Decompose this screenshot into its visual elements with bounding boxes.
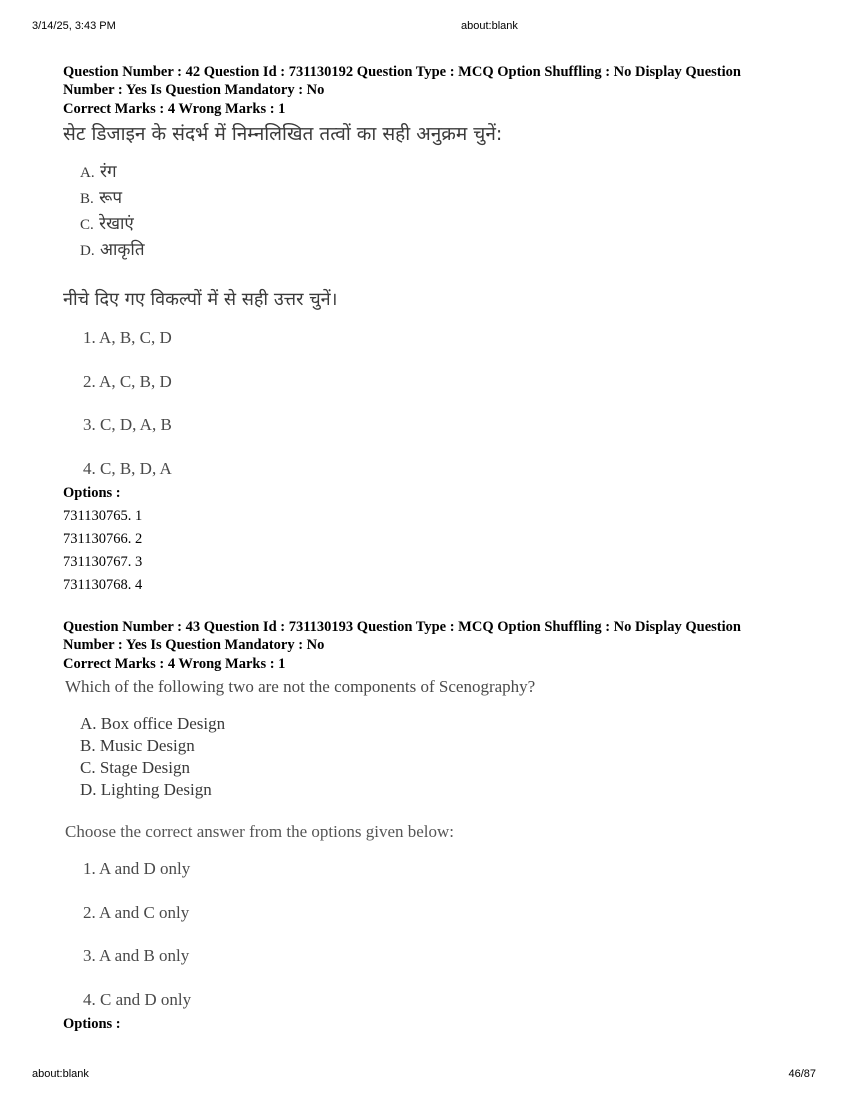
- print-url: about:blank: [32, 1068, 89, 1080]
- question-meta: [63, 64, 793, 99]
- question-meta-line2: Number : Yes Is Question Mandatory : No: [63, 81, 325, 98]
- list-item: D. Lighting Design: [80, 780, 212, 800]
- question-43: [63, 619, 793, 1033]
- answer-choices: [83, 326, 793, 481]
- answer-choice: 3. A and B only: [83, 946, 190, 966]
- question-items: [80, 159, 793, 263]
- item-text: रंग: [100, 162, 117, 182]
- print-page-number: 46/87: [788, 1068, 816, 1080]
- list-item: [80, 211, 793, 237]
- list-item: A. Box office Design: [80, 714, 226, 734]
- answer-choice: 2. A and C only: [83, 902, 190, 922]
- answer-choice: 2. A, C, B, D: [83, 371, 172, 391]
- item-letter: B.: [80, 191, 94, 207]
- list-item: [80, 237, 793, 263]
- list-item: [80, 159, 793, 185]
- print-datetime: 3/14/25, 3:43 PM: [32, 20, 116, 32]
- question-meta-line2: Number : Yes Is Question Mandatory : No: [63, 636, 325, 653]
- option-id-line: 731130768. 4: [63, 577, 143, 594]
- answer-choice: 4. C, B, D, A: [83, 459, 172, 479]
- question-42: [63, 64, 793, 597]
- question-marks: Correct Marks : 4 Wrong Marks : 1: [63, 101, 286, 117]
- answer-choice: 1. A and D only: [83, 859, 191, 879]
- print-page-title: about:blank: [461, 20, 518, 32]
- item-text: रूप: [99, 188, 123, 208]
- list-item: C. Stage Design: [80, 758, 191, 778]
- question-meta-line1: Question Number : 42 Question Id : 731130192 Question Type : MCQ Option Shuffling : No Display Question: [63, 64, 741, 80]
- question-stem: Which of the following two are not the components of Scenography?: [65, 677, 536, 697]
- list-item: [80, 185, 793, 211]
- item-letter: A.: [80, 165, 95, 181]
- options-label: Options :: [63, 485, 121, 502]
- question-meta-line1: Question Number : 43 Question Id : 731130193 Question Type : MCQ Option Shuffling : No Display Question: [63, 619, 741, 636]
- question-items: [80, 713, 793, 801]
- answer-choice: 3. C, D, A, B: [83, 415, 172, 435]
- item-text: आकृति: [100, 240, 145, 260]
- option-id-line: 731130765. 1: [63, 508, 143, 525]
- question-stem: सेट डिजाइन के संदर्भ में निम्नलिखित तत्वों का सही अनुक्रम चुनें:: [63, 123, 503, 145]
- option-id-line: 731130767. 3: [63, 554, 143, 571]
- answer-choice: 1. A, B, C, D: [83, 328, 172, 347]
- question-marks: Correct Marks : 4 Wrong Marks : 1: [63, 656, 286, 673]
- browser-print-footer: [0, 1068, 850, 1082]
- list-item: B. Music Design: [80, 736, 195, 756]
- item-text: रेखाएं: [99, 214, 134, 234]
- answer-choice: 4. C and D only: [83, 990, 192, 1010]
- question-meta: [63, 619, 793, 654]
- option-id-line: 731130766. 2: [63, 531, 143, 548]
- options-list: [63, 505, 793, 597]
- choose-instruction: नीचे दिए गए विकल्पों में से सही उत्तर चुनें।: [63, 289, 338, 310]
- browser-print-header: [0, 20, 850, 34]
- item-letter: C.: [80, 217, 94, 233]
- options-label: Options :: [63, 1016, 121, 1033]
- item-letter: D.: [80, 243, 95, 259]
- document-body: [63, 64, 793, 1033]
- choose-instruction: Choose the correct answer from the options given below:: [65, 822, 455, 842]
- answer-choices: [83, 857, 793, 1012]
